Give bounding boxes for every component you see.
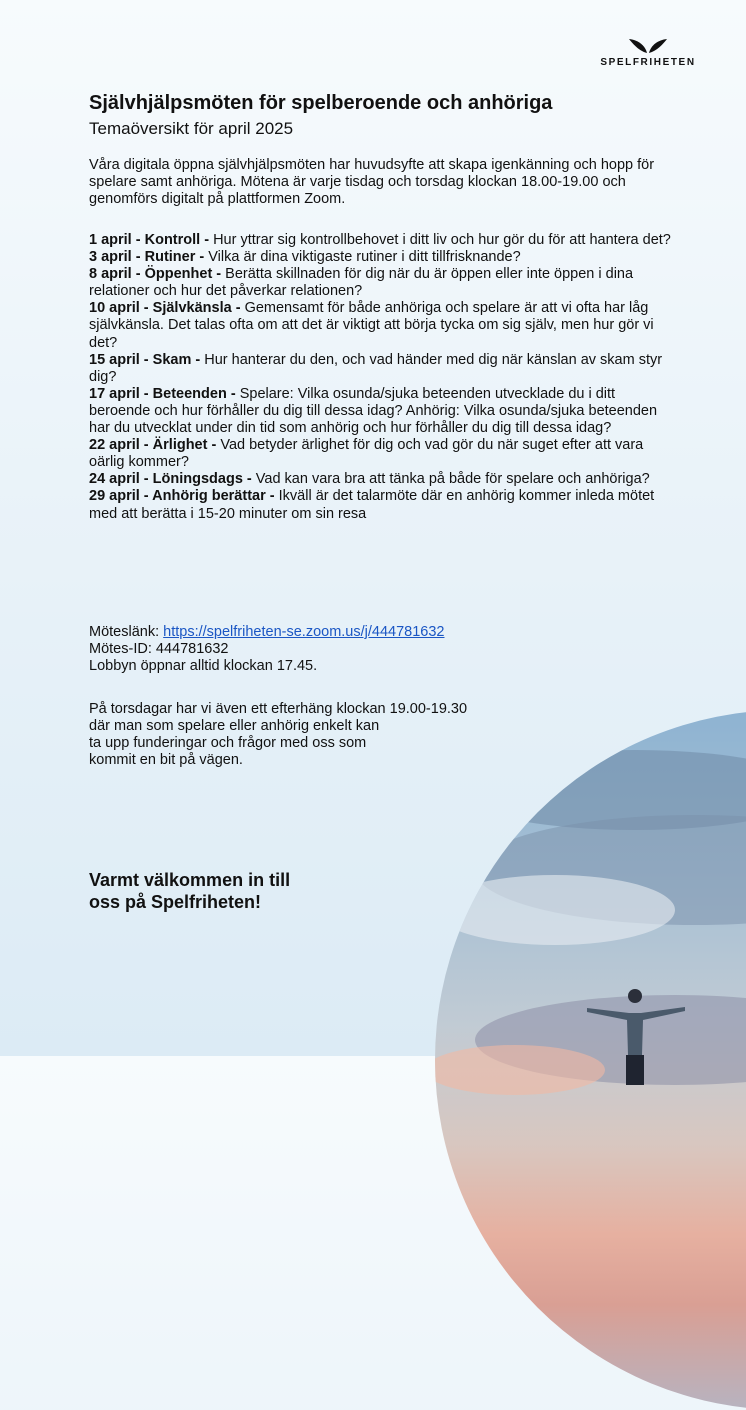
- schedule-entry: 29 april - Anhörig berättar - Ikväll är det talarmöte där en anhörig kommer inleda mötet med att berätta i 15-20 minuter om sin resa: [89, 488, 655, 522]
- page-subtitle: Temaöversikt för april 2025: [89, 119, 294, 138]
- entry-text: Vad kan vara bra att tänka på både för spelare och anhöriga?: [255, 471, 650, 488]
- logo: [597, 38, 699, 68]
- entry-text: Vilka är dina viktigaste rutiner i ditt tillfrisknande?: [208, 249, 521, 266]
- entry-text: Hur yttrar sig kontrollbehovet i ditt liv och hur gör du för att hantera det?: [213, 232, 671, 248]
- schedule-entry: 15 april - Skam - Hur hanterar du den, och vad händer med dig när känslan av skam styr dig?: [89, 351, 663, 385]
- entry-text: Ikväll är det talarmöte där en anhörig kommer inleda mötet med att berätta i 15-20 minuter om sin resa: [89, 488, 655, 522]
- entry-theme: Skam: [152, 351, 192, 368]
- page-title: Självhjälpsmöten för spelberoende och anhöriga: [89, 92, 553, 114]
- entry-date: 3 april: [89, 249, 132, 266]
- schedule-entry: 22 april - Ärlighet - Vad betyder ärlighet för dig och vad gör du när suget efter att vara oärlig kommer?: [89, 437, 644, 471]
- schedule-entry: 17 april - Beteenden - Spelare: Vilka osunda/sjuka beteenden utvecklade du i ditt beroende och hur förhåller du dig till dessa idag? Anhörig: Vilka osunda/sjuka beteenden har du utvecklat under din tid som anhörig och hur förhåller du dig till dessa idag?: [89, 385, 658, 437]
- schedule-entry: 1 april - Kontroll - Hur yttrar sig kontrollbehovet i ditt liv och hur gör du för att hantera det?: [89, 232, 671, 248]
- entry-theme: Kontroll: [144, 232, 201, 248]
- entry-text: Berätta skillnaden för dig när du är öppen eller inte öppen i dina relationer och hur det påverkar relationen?: [89, 266, 634, 300]
- schedule-entry: 10 april - Självkänsla - Gemensamt för både anhöriga och spelare är att vi ofta har låg självkänsla. Det talas ofta om att det är viktigt att börja tycka om sig själv, men hur gör vi det?: [89, 300, 654, 351]
- meeting-id-value: 444781632: [155, 641, 229, 658]
- welcome-line: Varmt välkommen in till: [89, 870, 291, 890]
- after-meeting-line: ta upp funderingar och frågor med oss som: [89, 735, 367, 752]
- entry-theme: Rutiner: [144, 249, 196, 266]
- entry-date: 24 april: [89, 471, 140, 488]
- entry-date: 1 april: [89, 232, 132, 248]
- entry-theme: Beteenden: [152, 385, 227, 402]
- sky-photo: [435, 710, 746, 1410]
- welcome-message: [89, 869, 290, 913]
- entry-date: 29 april: [89, 488, 140, 505]
- entry-theme: Ärlighet: [152, 437, 208, 454]
- entry-date: 15 april: [89, 351, 140, 368]
- lobby-note: Lobbyn öppnar alltid klockan 17.45.: [89, 658, 318, 675]
- meeting-info: [89, 624, 679, 675]
- welcome-line: oss på Spelfriheten!: [89, 892, 262, 912]
- after-meeting-line: På torsdagar har vi även ett efterhäng klockan 19.00-19.30: [89, 701, 468, 717]
- entry-text: Spelare: Vilka osunda/sjuka beteenden utvecklade du i ditt beroende och hur förhåller du dig till dessa idag? Anhörig: Vilka osunda/sjuka beteenden har du utvecklat under din tid som anhörig och hur förhåller du dig till dessa idag?: [89, 385, 658, 437]
- entry-theme: Öppenhet: [144, 266, 213, 283]
- meeting-id-line: [89, 641, 679, 658]
- entry-theme: Självkänsla: [152, 300, 232, 317]
- schedule-entry: 24 april - Löningsdags - Vad kan vara bra att tänka på både för spelare och anhöriga?: [89, 471, 650, 488]
- entry-date: 17 april: [89, 385, 140, 402]
- wings-icon: [628, 38, 668, 54]
- meeting-link[interactable]: https://spelfriheten-se.zoom.us/j/444781632: [163, 624, 445, 640]
- meeting-link-label: Möteslänk:: [89, 624, 160, 640]
- schedule-entry: 3 april - Rutiner - Vilka är dina viktigaste rutiner i ditt tillfrisknande?: [89, 249, 521, 266]
- entry-text: Gemensamt för både anhöriga och spelare är att vi ofta har låg självkänsla. Det talas ofta om att det är viktigt att börja tycka om sig själv, men hur gör vi det?: [89, 300, 654, 351]
- schedule-entry: 8 april - Öppenhet - Berätta skillnaden för dig när du är öppen eller inte öppen i dina relationer och hur det påverkar relationen?: [89, 266, 634, 300]
- meeting-link-line: [89, 624, 679, 641]
- entry-date: 8 april: [89, 266, 132, 283]
- entry-date: 22 april: [89, 437, 140, 454]
- schedule-list: [89, 232, 679, 523]
- entry-text: Vad betyder ärlighet för dig och vad gör du när suget efter att vara oärlig kommer?: [89, 437, 644, 471]
- entry-theme: Anhörig berättar: [152, 488, 266, 505]
- sky-illustration: [435, 710, 746, 1410]
- meeting-id-label: Mötes-ID:: [89, 641, 152, 658]
- entry-text: Hur hanterar du den, och vad händer med dig när känslan av skam styr dig?: [89, 351, 663, 385]
- intro-paragraph: Våra digitala öppna självhjälpsmöten har huvudsyfte att skapa igenkänning och hopp för spelare samt anhöriga. Mötena är varje tisdag och torsdag klockan 18.00-19.00 och genomförs digitalt på plattformen Zoom.: [89, 157, 655, 208]
- after-meeting-line: där man som spelare eller anhörig enkelt kan: [89, 718, 380, 735]
- after-meeting-line: kommit en bit på vägen.: [89, 752, 243, 769]
- entry-theme: Löningsdags: [152, 471, 243, 488]
- logo-text: SPELFRIHETEN: [600, 57, 696, 68]
- entry-date: 10 april: [89, 300, 140, 317]
